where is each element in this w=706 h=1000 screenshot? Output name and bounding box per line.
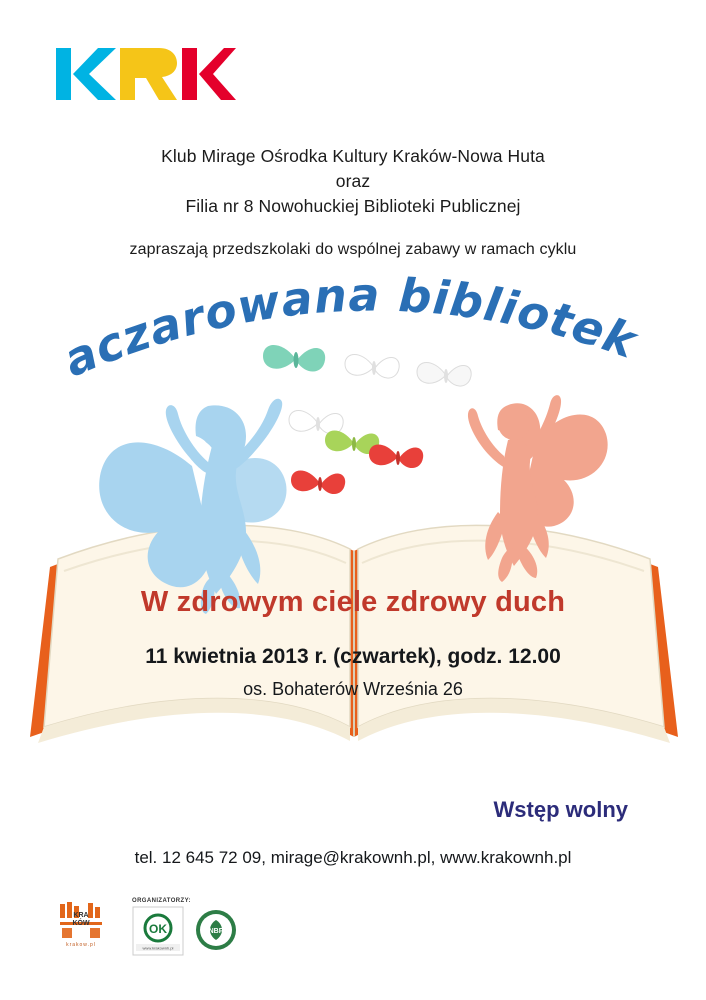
organizer-line-2: Filia nr 8 Nowohuckiej Biblioteki Publicznej (185, 196, 521, 216)
header-text-block (0, 144, 706, 259)
organizers-block (132, 898, 332, 956)
krk-logo (56, 48, 236, 100)
butterfly-group (255, 330, 485, 530)
butterfly-red-2 (369, 445, 423, 469)
organizers-label: ORGANIZATORZY: (132, 898, 191, 904)
butterfly-red-1 (291, 471, 345, 495)
organizer-conjunction: oraz (335, 171, 371, 191)
event-date: 11 kwietnia 2013 r. (czwartek), godz. 12.00 (145, 645, 561, 668)
svg-text:www.krakownh.pl: www.krakownh.pl (142, 945, 174, 951)
butterfly-teal (263, 345, 325, 372)
krakow-logo-caption: krakow.pl (66, 942, 96, 948)
nbp-library-logo (190, 906, 242, 956)
event-title: W zdrowym ciele zdrowy duch (140, 586, 566, 618)
ok-krakow-nowa-huta-logo (132, 906, 184, 956)
invitation-line: zapraszają przedszkolaki do wspólnej zabawy w ramach cyklu (129, 241, 577, 258)
svg-text:OK: OK (149, 922, 167, 936)
free-entry-label: Wstęp wolny (493, 797, 628, 822)
footer-logos (52, 898, 672, 970)
krakow-crest-icon (58, 900, 104, 940)
contact-line: tel. 12 645 72 09, mirage@krakownh.pl, www.krakownh.pl (134, 848, 572, 867)
organizer-line-1: Klub Mirage Ośrodka Kultury Kraków-Nowa Huta (161, 146, 545, 166)
svg-text:KRA: KRA (73, 912, 89, 919)
svg-text:KÓW: KÓW (72, 920, 90, 927)
butterfly-white-2 (417, 363, 471, 387)
event-place: os. Bohaterów Września 26 (243, 679, 463, 699)
series-title-text: Zaczarowana biblioteka (32, 235, 644, 388)
krakow-city-logo (52, 900, 110, 948)
svg-text:NBP: NBP (208, 928, 224, 935)
event-text-block (0, 586, 706, 700)
butterfly-white-1 (345, 355, 399, 379)
